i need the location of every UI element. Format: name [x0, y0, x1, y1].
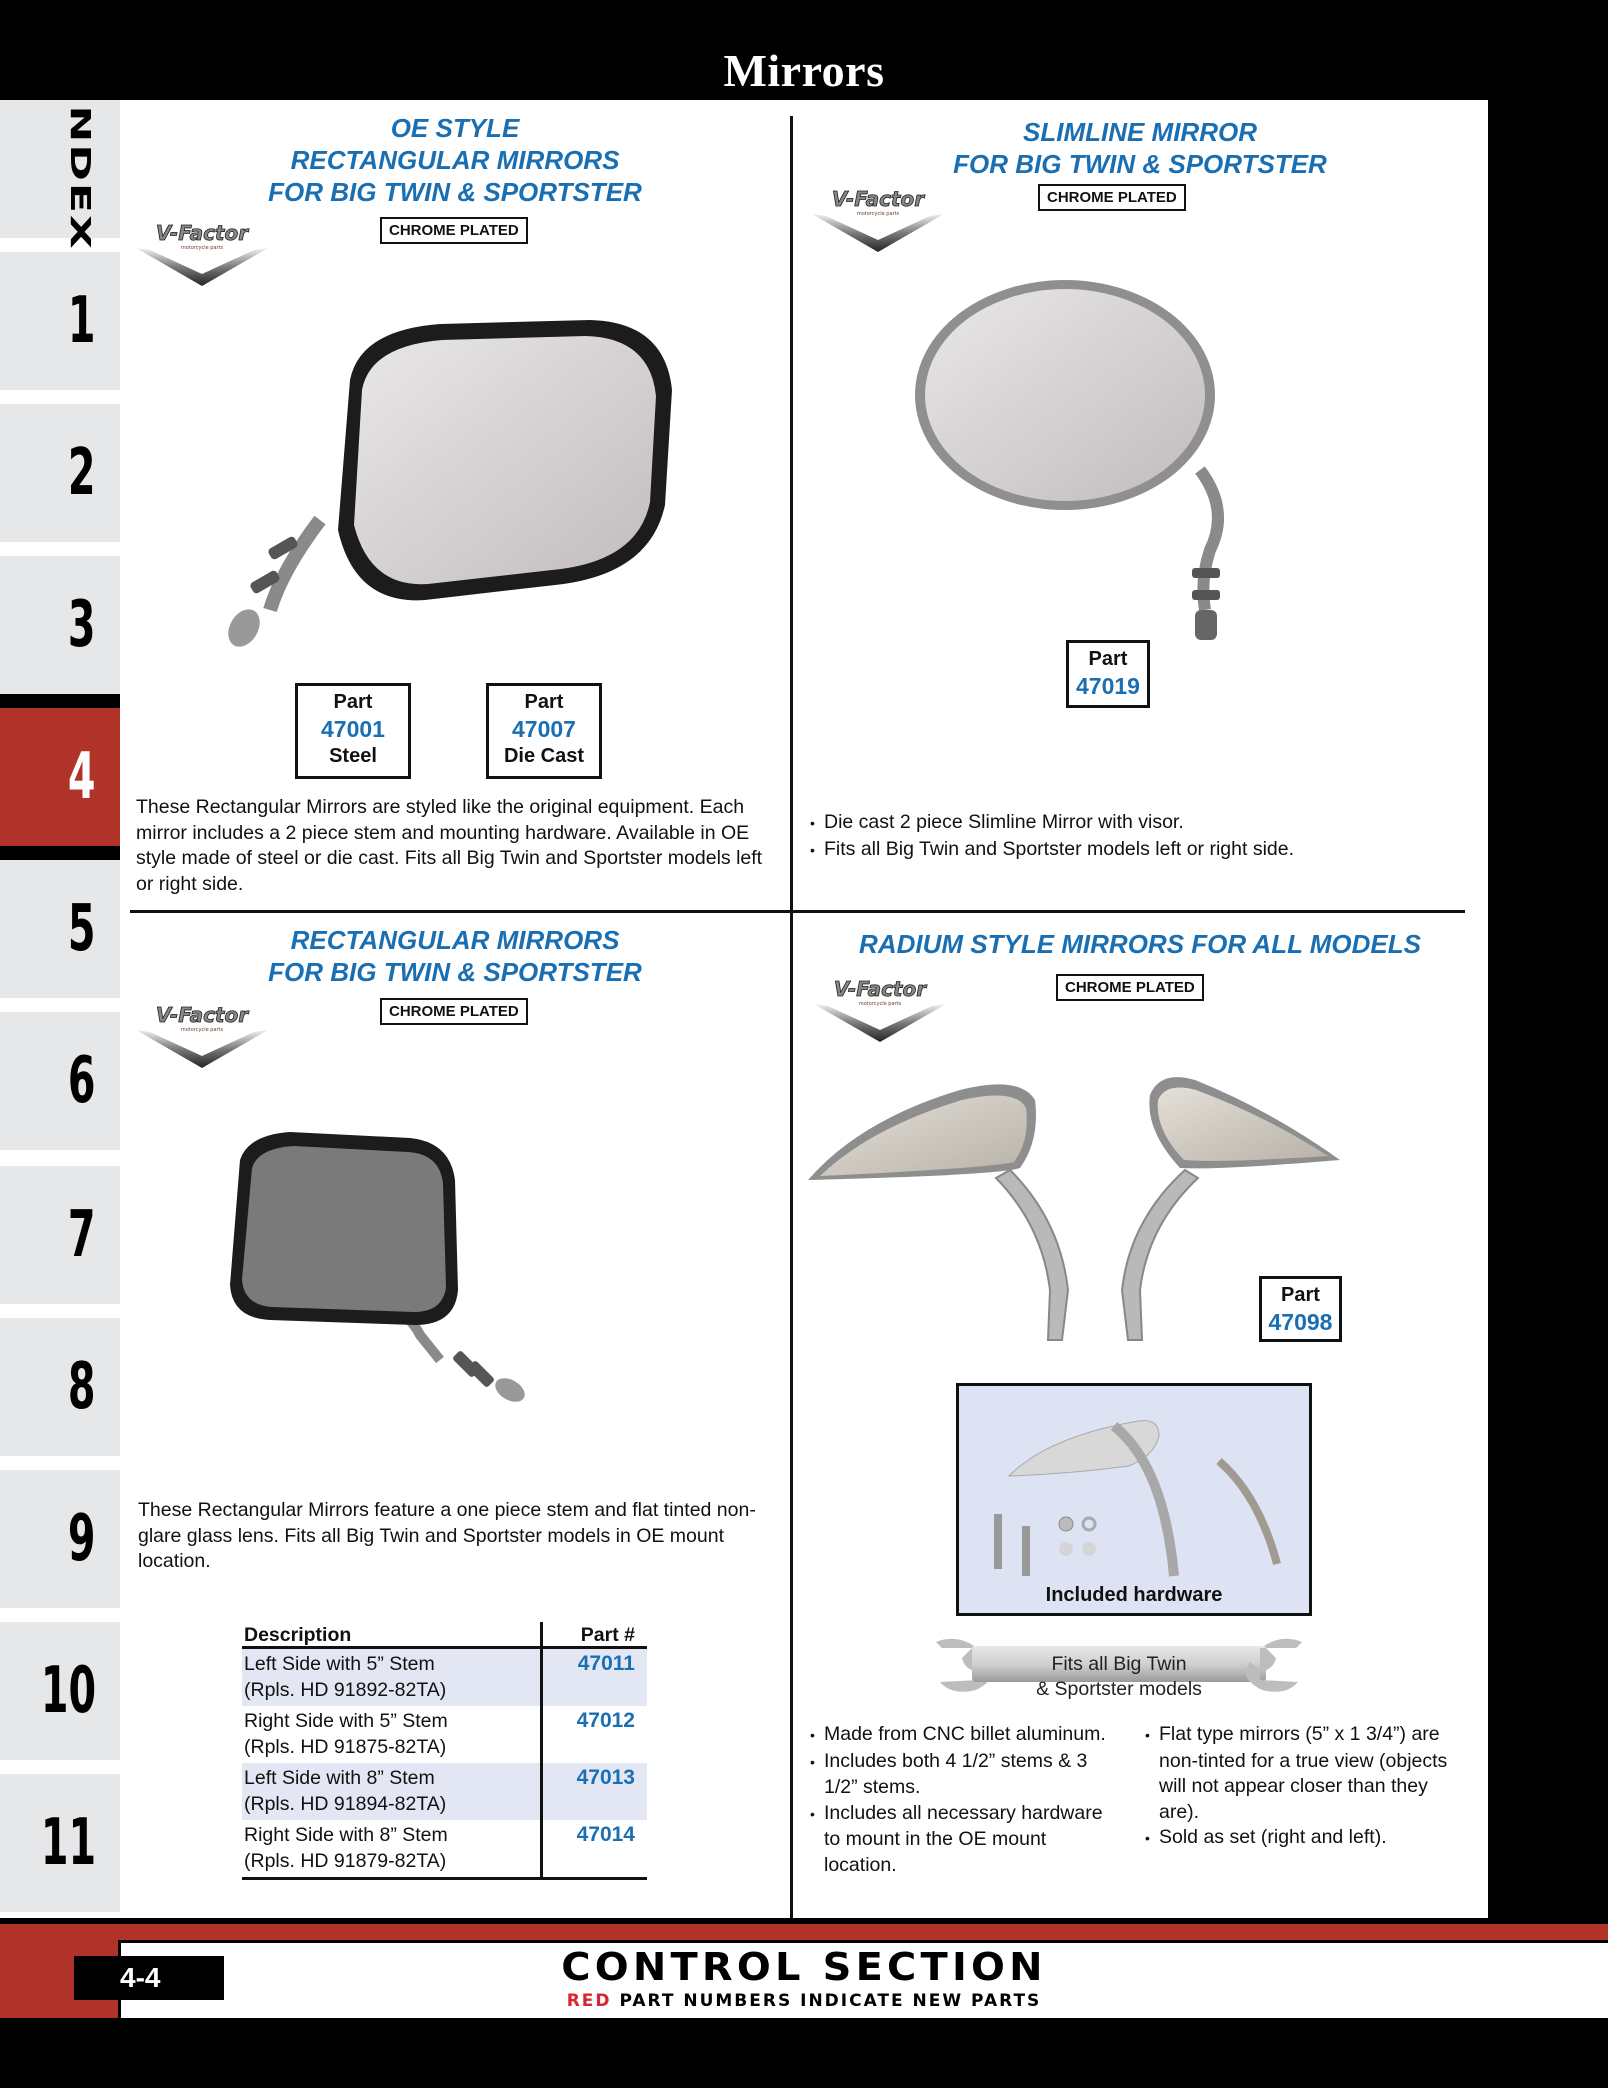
part-number[interactable]: 47001: [321, 716, 385, 742]
bullet-item: • Sold as set (right and left).: [1145, 1825, 1465, 1852]
desc-line: Right Side with 5” Stem: [244, 1710, 448, 1732]
part-material: Die Cast: [503, 745, 585, 767]
column-header-part: Part #: [541, 1622, 647, 1648]
v-factor-logo: [812, 974, 948, 1044]
bullet-item: • Fits all Big Twin and Sportster models left or right side.: [810, 837, 1470, 864]
part-number[interactable]: 47019: [1076, 673, 1140, 699]
part-label: Part: [1281, 1284, 1320, 1306]
oe-mirror-image: [210, 310, 690, 680]
radium-bullets-left: [810, 1722, 1120, 1878]
hardware-caption: Included hardware: [1045, 1584, 1223, 1606]
row-part-number[interactable]: 47012: [541, 1706, 647, 1763]
section-title: [820, 116, 1460, 180]
note-text: PART NUMBERS INDICATE NEW PARTS: [611, 1991, 1042, 2011]
bullet-item: • Includes both 4 1/2” stems & 3 1/2” stems.: [810, 1749, 1120, 1801]
row-description: [242, 1706, 541, 1763]
section-title: [180, 112, 730, 208]
row-part-number[interactable]: 47014: [541, 1820, 647, 1879]
tab-10[interactable]: [0, 1622, 120, 1760]
footer-section-title: CONTROL SECTION: [561, 1945, 1047, 1989]
table-row: [242, 1648, 647, 1707]
tab-7[interactable]: [0, 1166, 120, 1304]
tab-4[interactable]: [0, 694, 120, 860]
part-label: Part: [524, 691, 564, 713]
title-line: RECTANGULAR MIRRORS: [290, 145, 620, 175]
part-material: Steel: [329, 745, 377, 767]
tab-index[interactable]: [0, 87, 120, 251]
row-description: [242, 1763, 541, 1820]
included-hardware-inset: [956, 1383, 1312, 1616]
desc-line: (Rpls. HD 91894-82TA): [244, 1793, 447, 1815]
tab-label: 7: [68, 1198, 96, 1272]
hardware-image: [959, 1386, 1309, 1586]
footer-note: [0, 1991, 1608, 2011]
part-number[interactable]: 47098: [1268, 1309, 1333, 1335]
bullet-item: • Flat type mirrors (5” x 1 3/4”) are non-tinted for a true view (objects will not appear closer than they are).: [1145, 1722, 1465, 1825]
chrome-plated-badge: CHROME PLATED: [1038, 184, 1186, 211]
tab-label: 11: [40, 1806, 96, 1880]
slimline-mirror-image: [900, 280, 1280, 660]
tab-label: 3: [68, 588, 96, 662]
rectangular-description: These Rectangular Mirrors feature a one piece stem and flat tinted non-glare glass lens. Fits all Big Twin and Sportster models in OE mount location.: [138, 1499, 756, 1572]
tab-2[interactable]: [0, 404, 120, 542]
part-box-47098: [1259, 1276, 1342, 1342]
tab-1[interactable]: [0, 252, 120, 390]
bullet-item: • Die cast 2 piece Slimline Mirror with visor.: [810, 810, 1470, 837]
table-row: [242, 1763, 647, 1820]
tab-label: INDEX: [64, 87, 97, 251]
section-title: RADIUM STYLE MIRRORS FOR ALL MODELS: [859, 929, 1421, 959]
title-line: FOR BIG TWIN & SPORTSTER: [268, 957, 642, 987]
row-part-number[interactable]: 47011: [541, 1648, 647, 1707]
tab-label: 6: [68, 1044, 96, 1118]
desc-line: Left Side with 5” Stem: [244, 1653, 435, 1675]
page-number: 4-4: [74, 1956, 224, 2000]
fitment-line: Fits all Big Twin: [1051, 1653, 1187, 1675]
tab-label: 10: [40, 1654, 96, 1728]
tab-label: 4: [68, 740, 96, 814]
fitment-line: & Sportster models: [1036, 1678, 1202, 1700]
tab-label: 9: [68, 1502, 96, 1576]
row-part-number[interactable]: 47013: [541, 1763, 647, 1820]
fitment-text: [916, 1652, 1322, 1702]
v-factor-logo: [810, 184, 946, 254]
tab-label: 1: [68, 284, 96, 358]
chrome-plated-badge: CHROME PLATED: [1056, 974, 1204, 1001]
desc-line: Right Side with 8” Stem: [244, 1824, 448, 1846]
tab-3[interactable]: [0, 556, 120, 694]
bullet-item: • Includes all necessary hardware to mount in the OE mount location.: [810, 1801, 1120, 1879]
row-description: [242, 1820, 541, 1879]
desc-line: (Rpls. HD 91875-82TA): [244, 1736, 447, 1758]
title-line: OE STYLE: [390, 113, 520, 143]
parts-table: [242, 1622, 647, 1880]
table-header-row: [242, 1622, 647, 1648]
page-title: Mirrors: [723, 45, 885, 96]
column-divider: [790, 116, 793, 1918]
table-row: [242, 1706, 647, 1763]
desc-line: Left Side with 8” Stem: [244, 1767, 435, 1789]
oe-description: These Rectangular Mirrors are styled like the original equipment. Each mirror includes a 2 piece stem and mounting hardware. Available in OE style made of steel or die cast. Fits all Big Twin and Sportster models left or right side.: [136, 796, 763, 895]
rectangular-mirror-image: [210, 1120, 700, 1420]
tab-label: 2: [68, 436, 96, 510]
desc-line: (Rpls. HD 91892-82TA): [244, 1679, 447, 1701]
tab-5[interactable]: [0, 860, 120, 998]
title-line: FOR BIG TWIN & SPORTSTER: [268, 177, 642, 207]
part-box-47007: [486, 683, 602, 779]
part-box-47001: [295, 683, 411, 779]
tab-8[interactable]: [0, 1318, 120, 1456]
title-line: RECTANGULAR MIRRORS: [290, 925, 620, 955]
tab-9[interactable]: [0, 1470, 120, 1608]
column-header-description: Description: [242, 1622, 541, 1648]
tab-6[interactable]: [0, 1012, 120, 1150]
part-number[interactable]: 47007: [512, 716, 576, 742]
table-row: [242, 1820, 647, 1879]
section-title: [180, 924, 730, 988]
tab-11[interactable]: [0, 1774, 120, 1912]
v-factor-logo: [134, 218, 270, 288]
radium-bullets-right: [1145, 1722, 1465, 1852]
chrome-plated-badge: CHROME PLATED: [380, 217, 528, 244]
part-label: Part: [333, 691, 373, 713]
row-description: [242, 1648, 541, 1707]
desc-line: (Rpls. HD 91879-82TA): [244, 1850, 447, 1872]
part-box-47019: [1066, 640, 1150, 708]
tab-label: 8: [68, 1350, 96, 1424]
bullet-item: • Made from CNC billet aluminum.: [810, 1722, 1120, 1749]
v-factor-logo: [134, 1000, 270, 1070]
note-highlight: RED: [566, 1991, 612, 2011]
tab-label: 5: [68, 892, 96, 966]
slimline-bullets: [810, 810, 1470, 863]
title-line: SLIMLINE MIRROR: [1023, 117, 1257, 147]
part-label: Part: [1088, 648, 1128, 670]
title-line: FOR BIG TWIN & SPORTSTER: [953, 149, 1327, 179]
row-divider: [130, 910, 1465, 913]
chrome-plated-badge: CHROME PLATED: [380, 998, 528, 1025]
